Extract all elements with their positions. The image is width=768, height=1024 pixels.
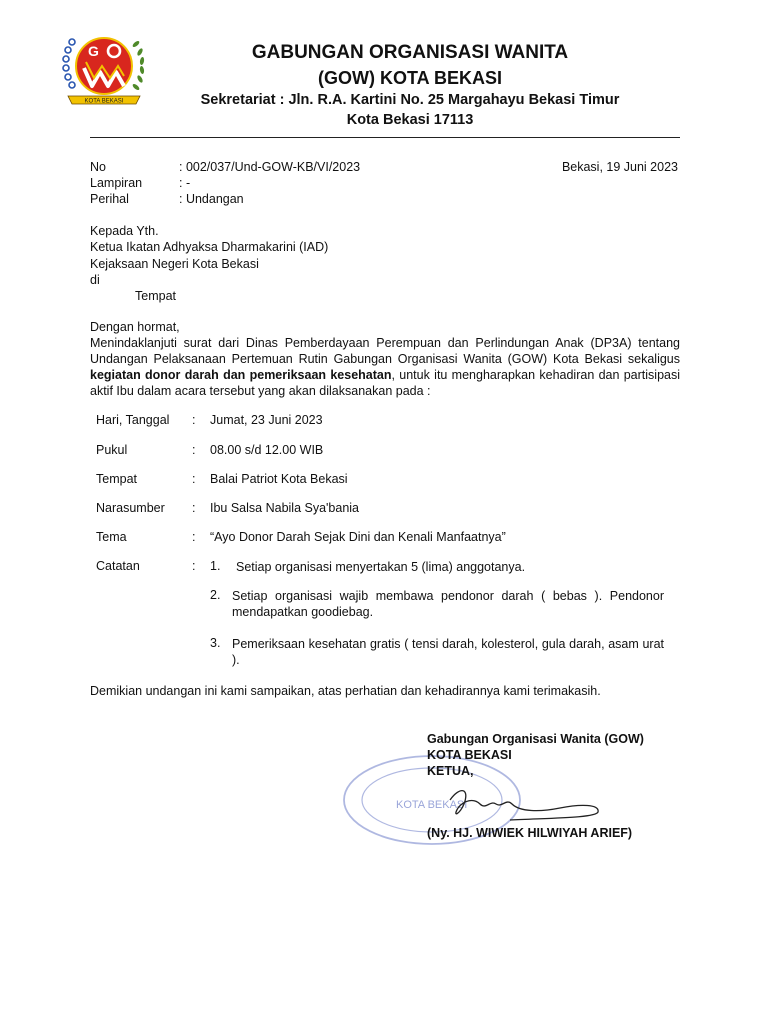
- no-value: : 002/037/Und-GOW-KB/VI/2023: [179, 160, 361, 174]
- tempat-value: Balai Patriot Kota Bekasi: [210, 472, 348, 486]
- catatan-label: Catatan: [96, 559, 140, 573]
- recipient-line: di: [90, 273, 100, 287]
- signatory-name: (Ny. HJ. WIWIEK HILWIYAH ARIEF): [427, 826, 633, 840]
- recipient-line: Kepada Yth.: [90, 224, 159, 238]
- tempat-label: Tempat: [96, 472, 137, 486]
- perihal-value: : Undangan: [179, 192, 244, 206]
- colon: :: [192, 501, 196, 515]
- narasumber-label: Narasumber: [96, 501, 165, 515]
- place-date: Bekasi, 19 Juni 2023: [561, 160, 678, 174]
- closing-text: Demikian undangan ini kami sampaikan, atas perhatian dan kehadirannya kami terimakasih.: [90, 684, 601, 698]
- perihal-label: Perihal: [90, 192, 129, 206]
- body-text: Menindaklanjuti surat dari Dinas Pemberdayaan Perempuan dan Perlindungan Anak (DP3A) tentang Undangan Pelaksanaan Pertemuan Rutin Gabungan Organisasi Wanita (GOW) Kota Bekasi sekaligus kegiatan donor darah dan pemeriksaan kesehatan, untuk itu mengharapkan kehadiran dan partisipasi aktif Ibu dalam acara tersebut yang akan dilaksanakan pada :: [90, 336, 681, 398]
- stamp-text: KOTA BEKASI: [396, 799, 468, 811]
- note-text: Setiap organisasi menyertakan 5 (lima) anggotanya.: [236, 560, 526, 574]
- signature-city: KOTA BEKASI: [427, 748, 512, 762]
- tema-value: “Ayo Donor Darah Sejak Dini dan Kenali Manfaatnya”: [210, 530, 506, 544]
- colon: :: [192, 530, 196, 544]
- note-text: Setiap organisasi wajib membawa pendonor darah ( bebas ). Pendonor mendapatkan goodiebag.: [232, 589, 664, 619]
- org-subtitle: (GOW) KOTA BEKASI: [318, 68, 502, 88]
- svg-text:G: G: [88, 43, 99, 59]
- note-text: Pemeriksaan kesehatan gratis ( tensi darah, kolesterol, gula darah, asam urat ).: [232, 637, 664, 667]
- tema-label: Tema: [96, 530, 127, 544]
- recipient-line: Tempat: [135, 289, 176, 303]
- signature-org: Gabungan Organisasi Wanita (GOW): [427, 732, 644, 746]
- secretariat-address: Sekretariat : Jln. R.A. Kartini No. 25 Margahayu Bekasi Timur: [200, 92, 620, 108]
- recipient-line: Ketua Ikatan Adhyaksa Dharmakarini (IAD): [90, 240, 329, 254]
- colon: :: [192, 443, 196, 457]
- note-number: 1.: [210, 559, 221, 573]
- secretariat-city: Kota Bekasi 17113: [346, 112, 474, 128]
- logo-banner-text: KOTA BEKASI: [84, 98, 124, 105]
- colon: :: [192, 472, 196, 486]
- colon: :: [192, 413, 196, 427]
- pukul-value: 08.00 s/d 12.00 WIB: [210, 443, 324, 457]
- note-number: 3.: [210, 636, 221, 650]
- recipient-line: Kejaksaan Negeri Kota Bekasi: [90, 257, 259, 271]
- hari-label: Hari, Tanggal: [96, 413, 170, 427]
- org-title: GABUNGAN ORGANISASI WANITA: [251, 42, 569, 63]
- signature-icon: [430, 778, 610, 828]
- colon: :: [192, 559, 196, 573]
- narasumber-value: Ibu Salsa Nabila Sya'bania: [210, 501, 360, 515]
- hari-value: Jumat, 23 Juni 2023: [210, 413, 323, 427]
- greeting: Dengan hormat,: [90, 320, 180, 334]
- pukul-label: Pukul: [96, 443, 128, 457]
- signature-role: KETUA,: [427, 764, 474, 778]
- note-number: 2.: [210, 588, 221, 602]
- body-bold-text: kegiatan donor darah dan pemeriksaan kesehatan: [90, 368, 392, 382]
- no-label: No: [90, 160, 106, 174]
- body-paragraph: [90, 319, 680, 399]
- header-divider: [90, 137, 680, 138]
- lampiran-label: Lampiran: [90, 176, 143, 190]
- lampiran-value: : -: [179, 176, 191, 190]
